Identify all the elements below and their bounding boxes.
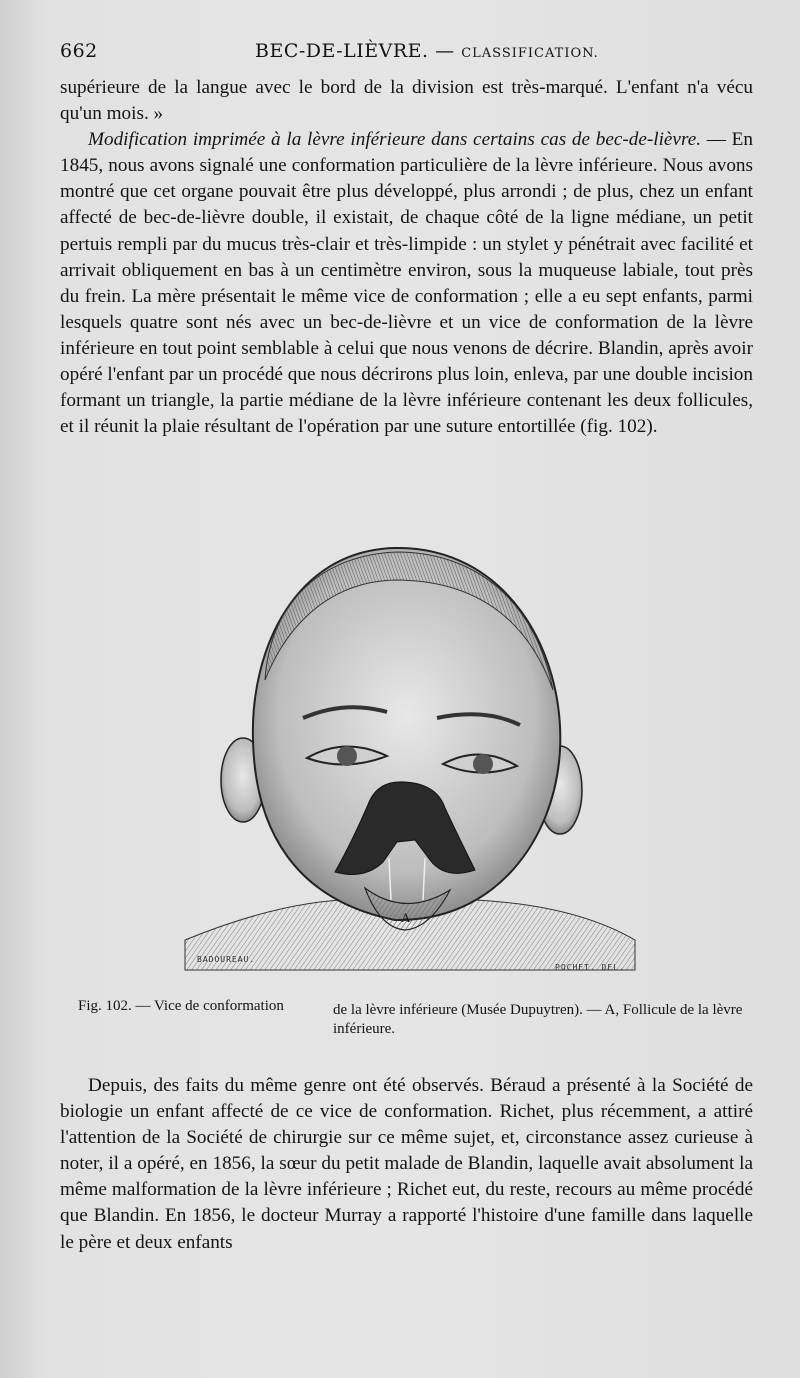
page-number: 662 xyxy=(60,40,98,62)
caption-part1: — Vice de conformation xyxy=(131,998,284,1014)
paragraph-modification xyxy=(60,127,753,440)
engraver-left: BADOUREAU. xyxy=(197,955,256,964)
paragraph-heading: Modification imprimée à la lèvre inférieure dans certains cas de bec-de-lièvre. xyxy=(88,129,702,151)
caption-right: de la lèvre inférieure (Musée Dupuytren). — A, Follicule de la lèvre inférieure. xyxy=(333,1002,743,1037)
text-block-top xyxy=(60,75,753,440)
caption-fig-number: Fig. 102. xyxy=(78,998,132,1014)
running-header xyxy=(60,40,750,70)
label-a: A xyxy=(401,910,411,925)
paragraph-depuis: Depuis, des faits du même genre ont été observés. Béraud a présenté à la Société de biologie un enfant affecté de ce vice de conformation. Richet, plus récemment, a attiré l'attention de la Société de chirurgie sur ce même sujet, et, circonstance assez curieuse à noter, il a opéré, en 1856, la sœur du petit malade de Blandin, laquelle avait absolument la même malformation de la lèvre inférieure ; Richet eut, du reste, recours au même procédé que Blandin. En 1856, le docteur Murray a rapporté l'histoire d'une famille dans laquelle le père et deux enfants xyxy=(60,1075,753,1253)
caption-left xyxy=(78,997,333,1016)
text-block-bottom xyxy=(60,1073,753,1256)
running-title xyxy=(255,40,599,62)
engraver-right: POCHET. DEL. xyxy=(555,963,625,972)
chapter-title: BEC-DE-LIÈVRE. xyxy=(255,40,429,62)
paragraph-continued: supérieure de la langue avec le bord de la division est très-marqué. L'enfant n'a vécu qu'un mois. » xyxy=(60,77,753,125)
title-dash: — xyxy=(435,40,455,62)
paragraph-body: — En 1845, nous avons signalé une conformation particulière de la lèvre inférieure. Nous avons montré que cet organe pouvait être plus développé, plus arrondi ; de plus, chez un enfant affecté de bec-de-lièvre double, il existait, de chaque côté de la ligne médiane, un petit pertuis rempli par du mucus très-clair et très-limpide : un stylet y pénétrait avec facilité et arrivait obliquement en bas à un centimètre environ, sous la muqueuse labiale, tout près du frein. La mère présentait le même vice de conformation ; elle a eu sept enfants, parmi lesquels quatre sont nés avec un bec-de-lièvre et un vice de conformation de la lèvre inférieure en tout point semblable à celui que nous venons de décrire. Blandin, après avoir opéré l'enfant par un procédé que nous décrirons plus loin, enleva, par une double incision formant un triangle, la partie médiane de la lèvre inférieure contenant les deux follicules, et il réunit la plaie résultant de l'opération par une suture entortillée (fig. 102). xyxy=(60,129,753,438)
section-title: CLASSIFICATION. xyxy=(461,46,599,61)
figure-engraving xyxy=(175,540,645,980)
